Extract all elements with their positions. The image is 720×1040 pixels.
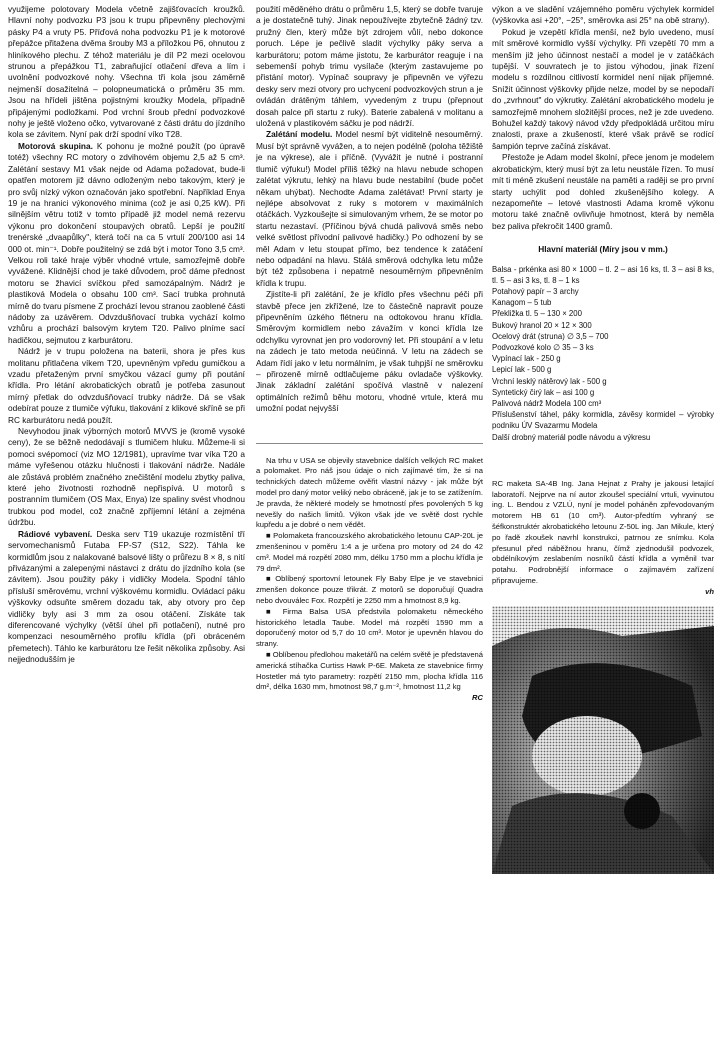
materials-item: Potahový papír – 3 archy (492, 286, 579, 296)
section-divider (256, 443, 483, 444)
paragraph: Nevyhodou jinak výborných motorů MVVS je (kromě vysoké ceny), že se běžně nedodávají s tlumičem hluku. Můžeme-li si pomoci svépomocí (viz MO 12/1981), upravíme tvar víka T20 a máme vyřešenou otázku hlučnosti i tlakování nádrže. Nadále ale zůstává problém značného znečištění modelu zbytky paliva, které jeho životnosti rozhodně nepřispívá. U motorů s postranním tlumičem (OS Max, Enya) lze spaliny svést vhodnou trubkou pod model, což značně zpříjemní létání a zejména údržbu. (8, 426, 245, 528)
aircraft-photo (492, 606, 714, 874)
materials-list (492, 264, 714, 443)
materials-item: Vrchní lesklý nátěrový lak - 500 g (492, 376, 607, 386)
news-paragraph: Na trhu v USA se objevily stavebnice dalších velkých RC maket a polomaket. Pro náš jsou údaje o nich zajímavé tím, že si na technických datech můžeme ověřit vlastní názvy - jak může být model pro daný motor veliký nebo obráceně, jak je to se zatížením. Je pravda, že některé modely se hmotností přes povolených 5 kg nevešly do našich limitů. Výkon však jde ve světě dost rychle kupředu a je dobré o nem vědět. (256, 455, 483, 530)
paragraph: využijeme polotovary Modela včetně zajišťovacích kroužků. Hlavní nohy podvozku P3 jsou k trupu připevněny plechovými pásky P4 a vruty P5. Příďová noha podvozku P1 je k motorové přepážce přitažena dvěma šrouby M3 a příložkou P6, ohnutou z hliníkového plechu. Z téhož materiálu je díl P2 mezi ocelovou strunou a přepážkou T1, zabraňující otlačení dřeva a lím i uvolnění podvozkové nohy. Všechna tři kola jsou záměrně nejmenší dosažitelná – polopneumatická o průměru 35 mm. Jsou na hřídeli jištěna pojistnými kroužky Modela, případně připájenými podložkami. Pod vrchní šroub přední podvozkové nohy je ještě vloženo očko, vytvarované z části drátu do jízdního kola se závitem. Nyní pak drží spodní víko T28. (8, 4, 245, 140)
materials-item: Vypínací lak - 250 g (492, 354, 561, 364)
materials-item: Lepicí lak - 500 g (492, 365, 552, 375)
paragraph: použití měděného drátu o průměru 1,5, který se dobře tvaruje a je dostatečně tuhý. Jinak nepoužívejte zbytečně žádný tzv. pružný člen, který může být zdrojem vůlí, nebo dokonce poruch. Lépe je pečlivě sladit výchylky páky serva a karburátoru; potom máme jistotu, že karburátor reaguje i na sebemenší pohyb trimu vysílače (kterým zastavujeme po přistání motor). Vypínač soupravy je připevněn ve výřezu desky serv mezi otvory pro uchycení podvozkových strun a je ovládán drátěným táhlem, vyvedeným z trupu (přepnout dosah palce při startu z ruky). Baterie zabalená v molitanu a uložená v plastikovém sáčku je pod nádrží. (256, 4, 483, 129)
news-signature: RC (472, 693, 483, 703)
materials-item: Bukový hranol 20 × 12 × 300 (492, 320, 592, 330)
article-column-1 (8, 4, 245, 666)
materials-item: Příslušenství táhel, páky kormidla, závěsy kormidel – výrobky podniku ÚV Svazarmu Modela (492, 410, 714, 431)
materials-item: Syntetický čirý lak – asi 100 g (492, 387, 595, 397)
paragraph: Rádiové vybavení. Deska serv T19 ukazuje rozmístění tří servomechanismů Futaba FP-S7 (S12, S22). Táhla ke kormidlům jsou z nalakované balsové lišty o průřezu 8 × 8, s nití přivázanými a zalepenými nástavci z drátu do jízdního kola (se závitem). Jsou použity páky i vidličky Modela. Spodní táhlo přísluší směrovému, vrchní výškovému kormidlu. Ovládací páku výškovky odsuňte směrem dozadu tak, aby otvory pro čep vidličky byly asi 3 mm za osou otáčení. Získáte tak diferencované výchylky (větší úhel při potlačení), nutné pro kompenzaci nesouměrného profilu křídla (při obráceném přemetech). Táhlo ke karburátoru lze řešit několika způsoby. Asi nejjednodušším je (8, 528, 245, 665)
materials-item: Balsa - prkénka asi 80 × 1000 – tl. 2 – asi 16 ks, tl. 3 – asi 8 ks, tl. 5 – asi 3 ks, tl. 8 – 1 ks (492, 264, 714, 285)
paragraph: Motorová skupina. K pohonu je možné použít (po úpravě totéž) všechny RC motory o zdvihovém objemu 2,5 až 5 cm³. Zalétání sestavy M1 však nejde od Adama požadovat, bude-li opatřen motorem již dávno odloženým nebo takovým, který je pro svůj nízký výkon označován jako spotřební. Například Enya 19 je na hranici výkonového minima (což je asi 0,25 kW). Při silnějším větru totiž v tomto případě již model nemá rezervu výkonu pro dokončení stoupavých obratů. Lepší je použití trenérské „dvaapůlky", která točí na ca 5 vrtulí 200/100 asi 14 000 ot. min⁻¹. Dobře použitelný se zdá být i motor Tono 3,5 cm³. Velkou roli také hraje výběr vhodné vrtule, samozřejmě dobře vyvážené. Klidnější chod je také důvodem, proč dáme přednost motoru se žhavicí svíčkou před samozápalným. Nádrž je plastiková Modela o obsahu 100 cm³. Sací trubka prohnutá mírně do tvaru písmene Z prochází levou stranou zaoblené části nádoby za uzávěrem. Odvzdušňovací trubka vychází kolmo vzhůru a prochází balsovým krytem T20. Palivo plníme sací hadičkou, sejmutou z karburátoru. (8, 140, 245, 345)
paragraph: Pokud je vzepětí křídla menší, než bylo uvedeno, musí mít směrové kormidlo vyšší výchylky. Při vzepětí 70 mm a menším již jeho účinnost nestačí a model je v zatáčkách tupější. V souvratech je to jistou výhodou, jinak řízení modelu s rozdílnou citlivostí kormidel není nijak příjemné. Snížit účinnost výškovky přijde nelze, model by se nepodaří do „zvrhnout" do výkrutky. Zalétání akrobatického modelu je samozřejmě mnohem složitější proces, než je zde uvedeno. Bohužel každý takový návod vždy předpokládá určitou míru znalosti, praxe a zkušeností, které však právě se rodící šampión teprve začíná získávat. (492, 26, 714, 151)
aircraft-photo-image (492, 606, 714, 874)
paragraph: Zalétání modelu. Model nesmí být viditelně nesouměrný. Musí být správně vyvážen, a to nejen podélně (poloha těžiště je na výkrese), ale i příčně. (Vyvážit je nutné i postranní tlumič výfuku!) Model příliš těžký na hlavu nebude schopen zalétat výkrutu, lehký na hlavu bude nestabilní (bude počet někam uhýbat). Nechodte Adama zalétávat! První starty je nejlépe absolvovat z ruky s motorem v maximálních otáčkách. Vyzkoušejte si simulovaným vrhem, že se motor po startu nezastaví. (Příčinou bývá chudá palivová směs nebo velké světlost přívodní palivové hadičky.) Po odhození by se měl Adam v letu stoupat přímo, bez tendence k zatáčení nebo odpadání na hlavu. Stálá směrová odchylka letu může být též způsobena i nepatrně nesouměrným připevněním křídla k trupu. (256, 129, 483, 288)
materials-item: Další drobný materiál podle návodu a výkresu (492, 432, 651, 442)
news-paragraph: ■ Oblíbenou předlohou maketářů na celém světě je představená americká stíhačka Curtiss Hawk P-6E. Maketa ze stavebnice firmy Hostetler má tyto parametry: rozpětí 2150 mm, plocha křídla 116 dm², délka 1630 mm, hmotnost 98,7 g.m⁻², hmotnost 11,2 kg (256, 649, 483, 692)
materials-title: Hlavní materiál (Míry jsou v mm.) (538, 244, 668, 255)
article-column-2 (256, 4, 483, 704)
section-heading: Rádiové vybavení. (18, 528, 93, 539)
article-column-3 (492, 4, 714, 874)
news-paragraph: ■ Polomaketa francouzského akrobatického letounu CAP-20L je zmenšeninou v poměru 1:4 a je určena pro motory od 24 do 42 cm³. Model má rozpětí 2080 mm, délku 1750 mm a plochu křídla je 79 dm². (256, 531, 483, 573)
materials-item: Kanagom – 5 tub (492, 298, 552, 308)
paragraph: výkon a ve sladění vzájemného poměru výchylek kormidel (výškovka asi +20°, −25°, směrovka asi 25° na obě strany). (492, 4, 714, 26)
section-heading: Motorová skupina. (18, 140, 93, 151)
section-heading: Zalétání modelu. (266, 129, 333, 140)
materials-item: Ocelový drát (struna) ∅ 3,5 – 700 (492, 331, 609, 341)
materials-item: Překližka tl. 5 – 130 × 200 (492, 309, 582, 319)
materials-item: Palivová nádrž Modela 100 cm³ (492, 398, 602, 408)
news-section (256, 456, 483, 704)
news-paragraph: ■ Oblíbený sportovní letounek Fly Baby Elpe je ve stavebnici zmenšen dokonce pouze třikrát. Z motorů se doporučují Quadra nebo dvouválec Fox. Rozpětí je 2250 mm a hmotnost 8,9 kg. (256, 574, 483, 605)
paragraph: Přestože je Adam model školní, přece jenom je modelem akrobatickým, který musí být za letu neustále řízen. To musí mít ti méně zkušení neustále na paměti a raději se pro první starty uchýlit pod dohled zkušenějšího kolegy. A nezapomeňte – letové vlastnosti Adama kromě výkonu motoru také značně ovlivňuje hmotnost, která by neměla bez paliva překročit 1400 gramů. (492, 152, 714, 231)
news-paragraph: ■ Firma Balsa USA předstvila polomaketu německého historického letadla Taube. Model má rozpětí 1590 mm a doporučený motor od 5,7 do 10 cm³. Motor je upevněn hlavou do strany. (256, 606, 483, 649)
caption-signature: vh (705, 586, 714, 596)
materials-item: Podvozkové kolo ∅ 35 – 3 ks (492, 342, 594, 352)
paragraph: Nádrž je v trupu položena na baterii, shora je přes kus molitanu přitlačena víkem T20, upevněným vpředu gumičkou a vzadu přetaženým první smyčkou vázací gumy při poutání křídla. Pro létání akrobatických obratů je potřeba zasunout mírný přetlak do odvzdušňovací trubky nádrže. Dá se však odebírat pouze z tlumiče výfuku, tlakování z klikové skříně se při RC karburátoru nedá použít. (8, 346, 245, 425)
photo-caption: RC maketa SA-4B Ing. Jana Hejnat z Prahy je jakousi letající laboratoří. Nejprve na ní autor zkoušel speciální vrtuli, vyvinutou ing. L. Bendou z VZLÚ, nyní je model poháněn zpřevodovaným motorem HB 61 (10 cm³). Autor-předtím vyhraný se šéfkonstruktér akrobatického letounu Z-50L ing. Jan Mikule, který po řadě zkoušek navrhl konstrukci, patrnou ze snímku. Kola přesunul před náběžnou hranu, čímž zjednodušil podvozek, obdélníkovým zeslabením nosníků částí křídla a vyměnil tvar potahu. Podrobnější informace o zajímavém zařízení připravujeme. vh (492, 478, 714, 596)
paragraph: Zjistíte-li při zalétání, že je křídlo přes všechnu péči při stavbě přece jen zkřížené, lze to částečně napravit pouze připevněním úzkého flétneru na odtokovou hranu křídla. Směrovým kormidlem nebo závažím v konci křídla lze odchylku vyrovnat jen pro vodorovný let. Při stoupání a v letu na zádech je tato metoda neúčinná. V letu na zádech se Adam řídí jako v letu normálním, je však tuhpjší ne směrovku – přirozeně mírně odtlačujeme páku ovladače výškovky. Jinak základní zalétání spočívá vlastně v nalezení optimálních režimů běhu motoru, vhodné vrtule, která mu umožní podat nejvyšší (256, 289, 483, 414)
